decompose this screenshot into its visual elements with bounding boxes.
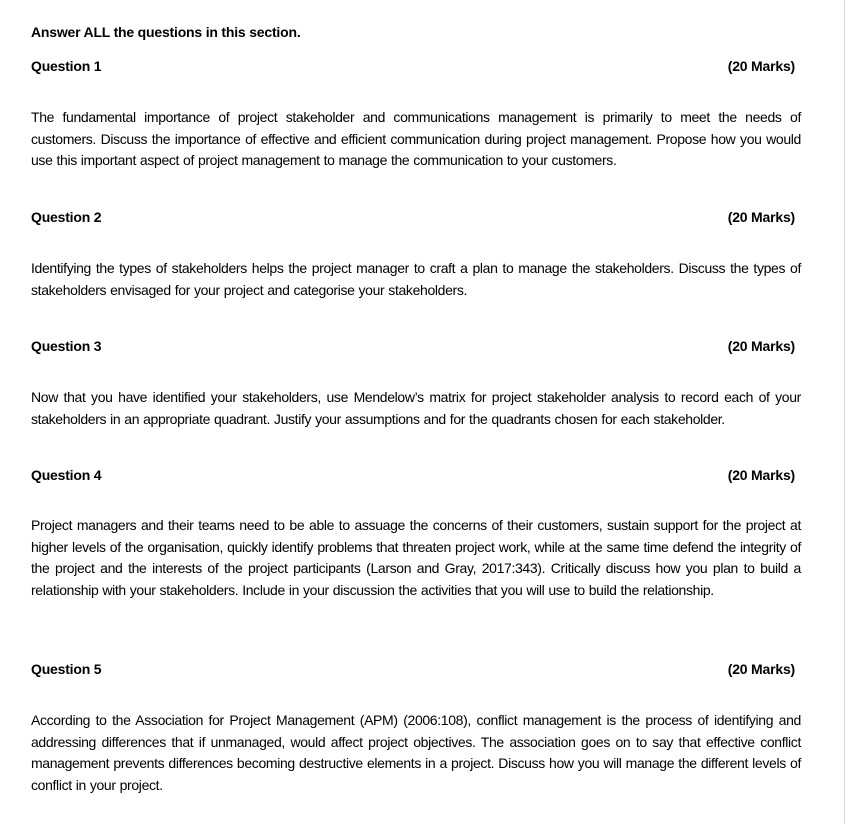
question-3-text: Now that you have identified your stakeholders, use Mendelow’s matrix for project stakeholder analysis to record each of your stakeholders in an appropriate quadrant. Justify your assumptions and for the quadrants chosen for each stakeholder. xyxy=(31,389,801,427)
question-3-title: Question 3 xyxy=(31,338,102,354)
question-3-marks: (20 Marks) xyxy=(727,338,795,354)
question-2-title: Question 2 xyxy=(31,209,102,225)
question-1-text: The fundamental importance of project stakeholder and communications management is primarily to meet the needs of customers. Discuss the importance of effective and efficient communication during project management. Propose how you would use this important aspect of project management to manage the communication to your customers. xyxy=(31,109,801,168)
question-1-header xyxy=(31,58,795,74)
question-3-header xyxy=(31,338,795,354)
section-instruction: Answer ALL the questions in this section. xyxy=(31,24,301,40)
question-5-header xyxy=(31,661,795,677)
question-1-marks: (20 Marks) xyxy=(727,58,795,74)
question-4-text: Project managers and their teams need to be able to assuage the concerns of their customers, sustain support for the project at higher levels of the organisation, quickly identify problems that threaten project work, while at the same time defend the integrity of the project and the interests of the project participants (Larson and Gray, 2017:343). Critically discuss how you plan to build a relationship with your stakeholders. Include in your discussion the activities that you will use to build the relationship. xyxy=(31,517,801,598)
question-4-title: Question 4 xyxy=(31,467,102,483)
question-2-text: Identifying the types of stakeholders helps the project manager to craft a plan to manage the stakeholders. Discuss the types of stakeholders envisaged for your project and categorise your stakeholders. xyxy=(31,260,801,298)
question-5-text: According to the Association for Project Management (APM) (2006:108), conflict management is the process of identifying and addressing differences that if unmanaged, would affect project objectives. The association goes on to say that effective conflict management prevents differences becoming destructive elements in a project. Discuss how you will manage the different levels of conflict in your project. xyxy=(31,712,801,793)
question-4-marks: (20 Marks) xyxy=(727,467,795,483)
question-2-marks: (20 Marks) xyxy=(727,209,795,225)
question-5-marks: (20 Marks) xyxy=(727,661,795,677)
question-2-header xyxy=(31,209,795,225)
question-5-title: Question 5 xyxy=(31,661,102,677)
question-4-header xyxy=(31,467,795,483)
question-1-title: Question 1 xyxy=(31,58,102,74)
